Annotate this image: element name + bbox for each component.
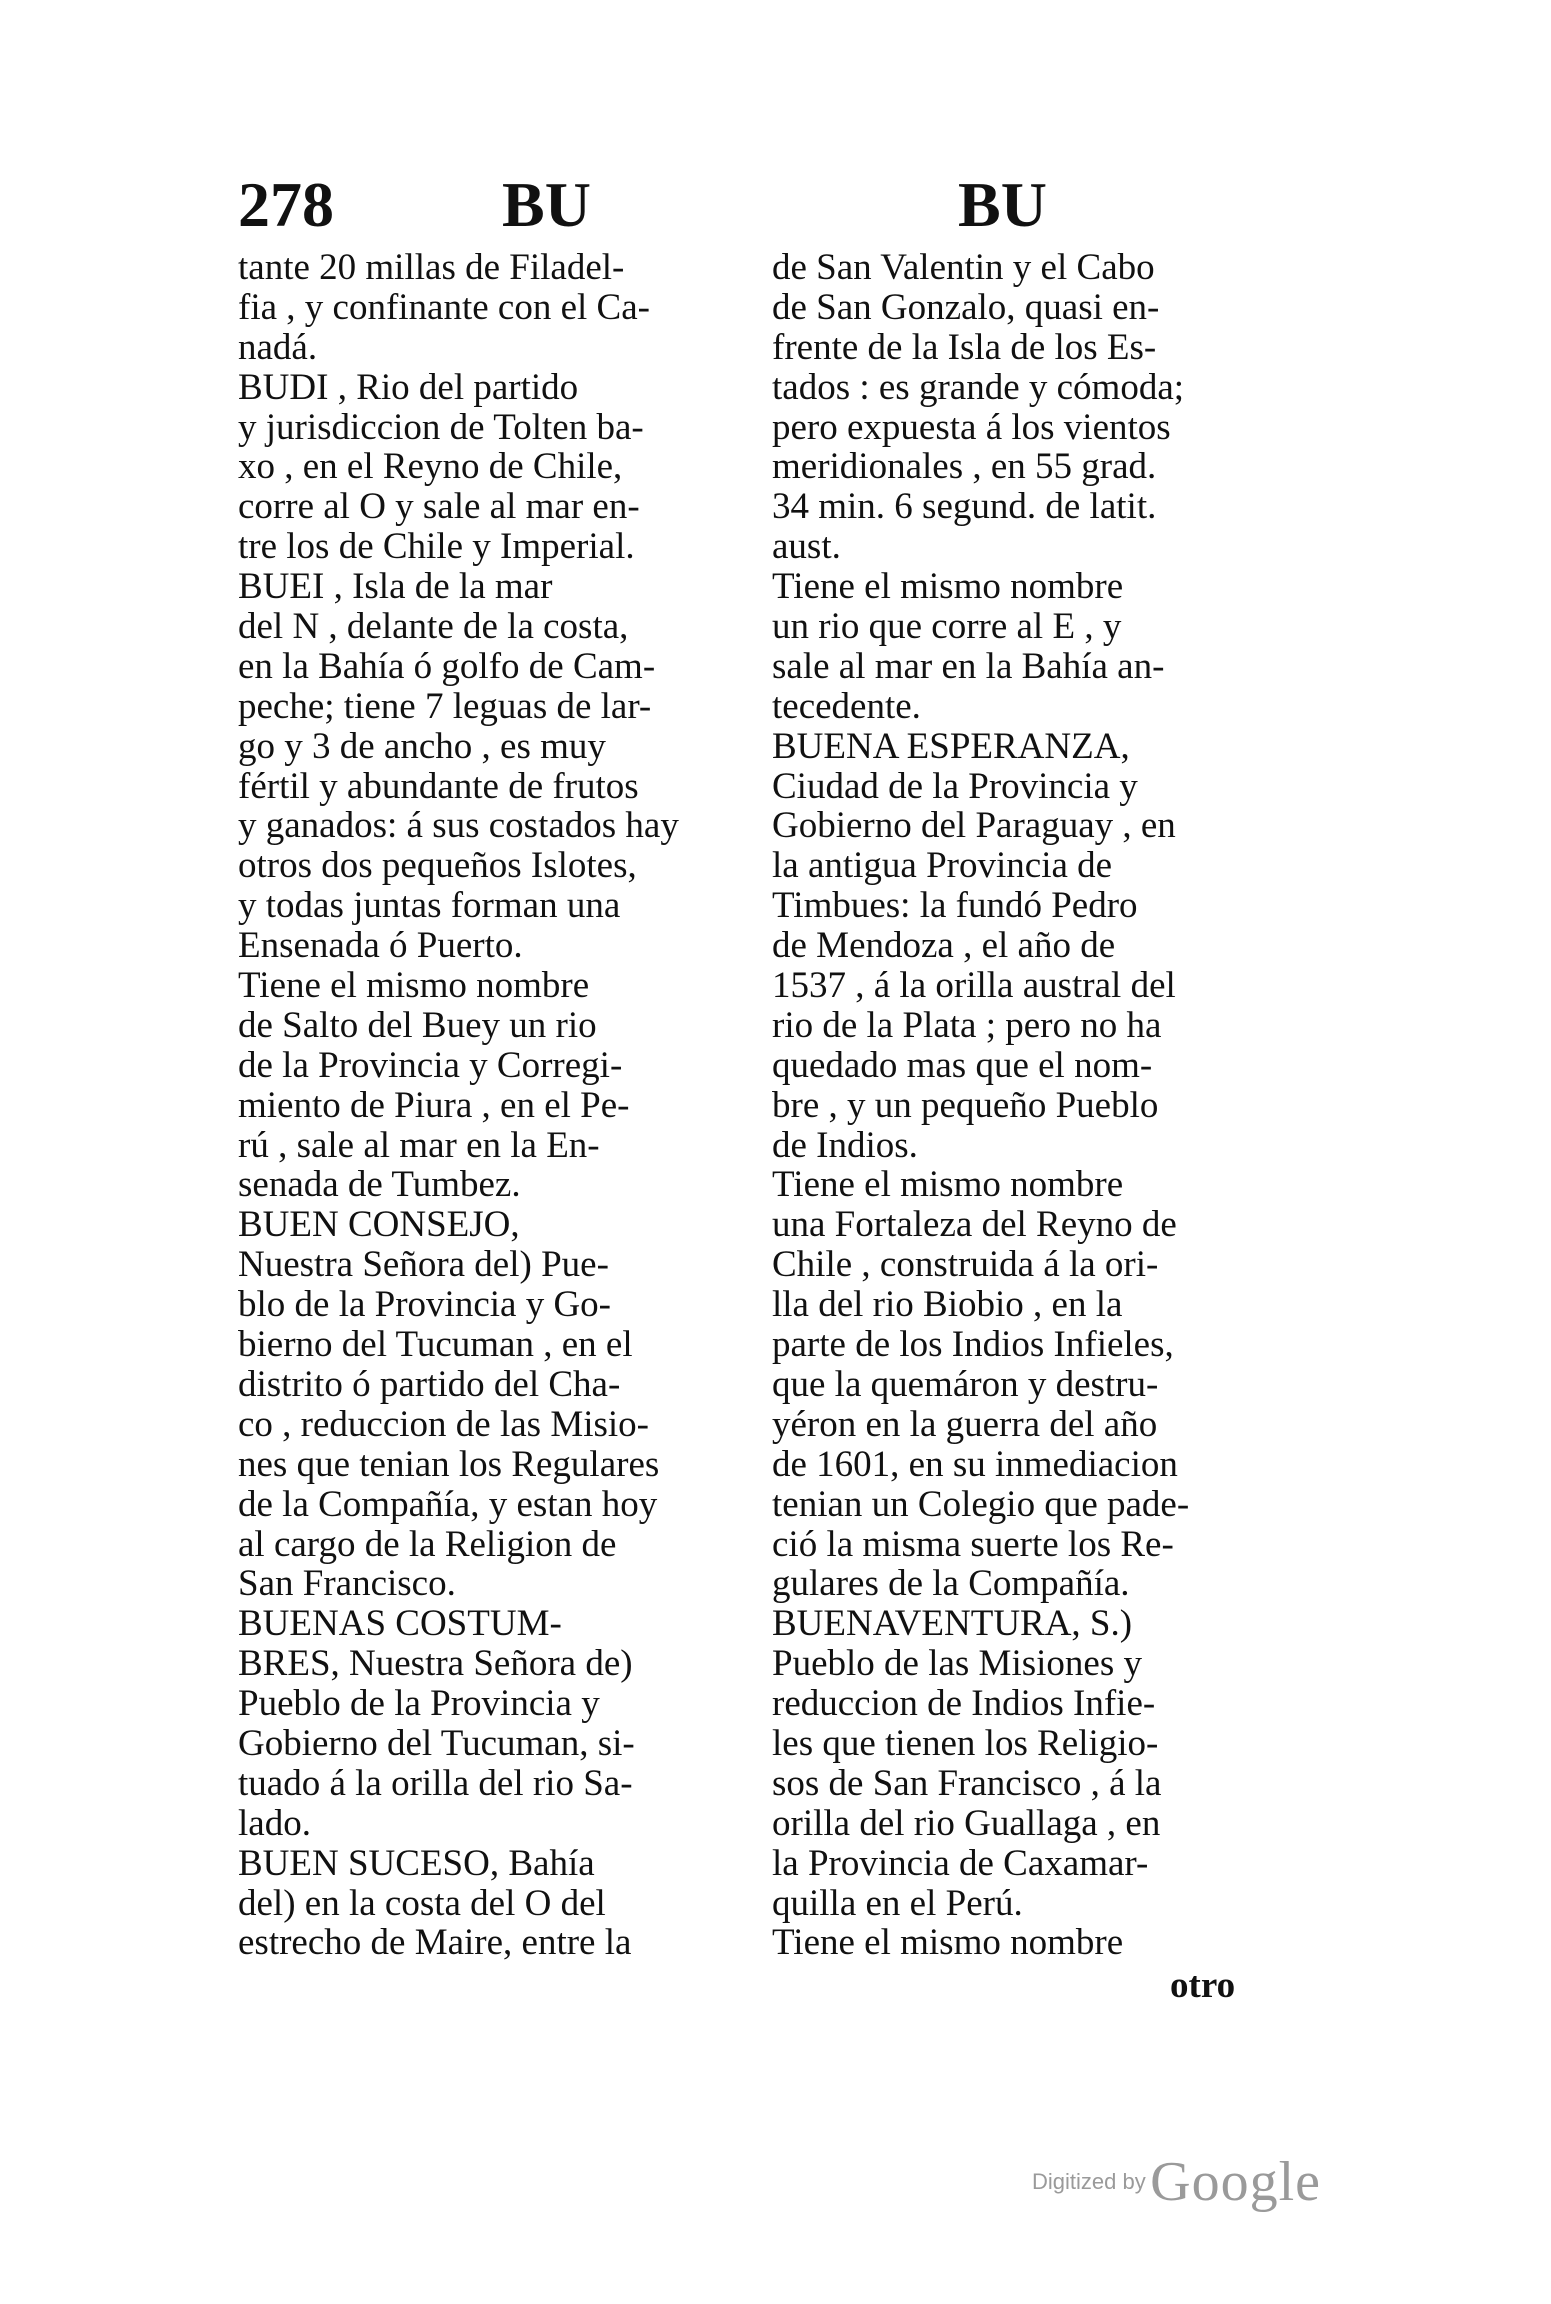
- text-line: lado.: [238, 1802, 311, 1844]
- text-line: del N , delante de la costa,: [238, 606, 629, 648]
- text-line: bierno del Tucuman , en el: [238, 1324, 633, 1366]
- digitized-label: Digitized by: [1032, 2169, 1146, 2194]
- text-line: y ganados: á sus costados hay: [238, 805, 679, 847]
- text-line: tante 20 millas de Filadel-: [238, 247, 625, 288]
- text-line: fértil y abundante de frutos: [238, 765, 639, 807]
- text-line: Gobierno del Tucuman, si-: [238, 1722, 635, 1764]
- text-line: San Francisco.: [238, 1563, 456, 1605]
- text-line: Pueblo de las Misiones y: [772, 1643, 1142, 1685]
- text-line: frente de la Isla de los Es-: [772, 326, 1157, 368]
- text-line: Tiene el mismo nombre: [772, 1164, 1124, 1206]
- text-line: BUEN CONSEJO,: [238, 1204, 520, 1246]
- text-line: Gobierno del Paraguay , en: [772, 805, 1176, 847]
- text-line: 34 min. 6 segund. de latit.: [772, 486, 1157, 528]
- text-line: gulares de la Compañía.: [772, 1563, 1130, 1605]
- right-column: [772, 248, 1282, 1963]
- text-line: quedado mas que el nom-: [772, 1044, 1153, 1086]
- text-line: en la Bahía ó golfo de Cam-: [238, 645, 656, 687]
- text-line: de Salto del Buey un rio: [238, 1004, 597, 1046]
- text-line: tecedente.: [772, 685, 921, 727]
- text-line: les que tienen los Religio-: [772, 1722, 1159, 1764]
- text-line: sos de San Francisco , á la: [772, 1762, 1162, 1804]
- text-line: tenian un Colegio que pade-: [772, 1483, 1190, 1525]
- text-line: sale al mar en la Bahía an-: [772, 645, 1165, 687]
- text-line: y jurisdiccion de Tolten ba-: [238, 406, 644, 448]
- text-line: BRES, Nuestra Señora de): [238, 1643, 633, 1685]
- text-line: de San Gonzalo, quasi en-: [772, 286, 1160, 328]
- text-line: de la Provincia y Corregi-: [238, 1044, 623, 1086]
- text-line: tre los de Chile y Imperial.: [238, 526, 635, 568]
- digitized-by-google-watermark: [1032, 2150, 1321, 2214]
- text-line: Ciudad de la Provincia y: [772, 765, 1138, 807]
- google-logo-text: Google: [1150, 2151, 1322, 2213]
- text-line: de la Compañía, y estan hoy: [238, 1483, 658, 1525]
- text-line: una Fortaleza del Reyno de: [772, 1204, 1177, 1246]
- text-line: BUENA ESPERANZA,: [772, 725, 1130, 767]
- text-line: que la quemáron y destru-: [772, 1363, 1159, 1405]
- text-line: Timbues: la fundó Pedro: [772, 885, 1138, 927]
- text-line: orilla del rio Guallaga , en: [772, 1802, 1161, 1844]
- text-line: peche; tiene 7 leguas de lar-: [238, 685, 652, 727]
- text-line: de Mendoza , el año de: [772, 925, 1116, 967]
- text-line: nadá.: [238, 326, 318, 368]
- text-line: al cargo de la Religion de: [238, 1523, 617, 1565]
- text-line: blo de la Provincia y Go-: [238, 1284, 611, 1326]
- text-line: go y 3 de ancho , es muy: [238, 725, 606, 767]
- text-line: yéron en la guerra del año: [772, 1403, 1158, 1445]
- text-line: ció la misma suerte los Re-: [772, 1523, 1174, 1565]
- text-line: BUEI , Isla de la mar: [238, 566, 553, 608]
- text-line: senada de Tumbez.: [238, 1164, 521, 1206]
- text-line: aust.: [772, 526, 841, 568]
- text-line: BUENAVENTURA, S.): [772, 1603, 1133, 1645]
- text-line: Pueblo de la Provincia y: [238, 1683, 600, 1725]
- text-line: 1537 , á la orilla austral del: [772, 965, 1176, 1007]
- text-line: reduccion de Indios Infie-: [772, 1683, 1156, 1725]
- text-line: corre al O y sale al mar en-: [238, 486, 640, 528]
- text-line: BUENAS COSTUM-: [238, 1603, 562, 1645]
- text-line: Tiene el mismo nombre: [772, 566, 1124, 608]
- text-line: BUEN SUCESO, Bahía: [238, 1842, 595, 1884]
- text-line: Tiene el mismo nombre: [772, 1922, 1124, 1964]
- text-line: lla del rio Biobio , en la: [772, 1284, 1123, 1326]
- text-line: meridionales , en 55 grad.: [772, 446, 1157, 488]
- left-running-head: BU: [502, 169, 591, 240]
- text-line: del) en la costa del O del: [238, 1882, 606, 1924]
- text-line: distrito ó partido del Cha-: [238, 1363, 621, 1405]
- text-line: xo , en el Reyno de Chile,: [238, 446, 623, 488]
- text-line: BUDI , Rio del partido: [238, 366, 579, 408]
- text-line: la Provincia de Caxamar-: [772, 1842, 1149, 1884]
- text-line: Nuestra Señora del) Pue-: [238, 1244, 609, 1286]
- text-line: de Indios.: [772, 1124, 918, 1166]
- text-line: nes que tenian los Regulares: [238, 1443, 660, 1485]
- catchword: otro: [1170, 1965, 1236, 2006]
- text-line: pero expuesta á los vientos: [772, 406, 1171, 448]
- text-line: de 1601, en su inmediacion: [772, 1443, 1178, 1485]
- text-line: Ensenada ó Puerto.: [238, 925, 523, 967]
- text-line: quilla en el Perú.: [772, 1882, 1023, 1924]
- text-line: la antigua Provincia de: [772, 845, 1113, 887]
- text-line: rio de la Plata ; pero no ha: [772, 1004, 1162, 1046]
- text-line: y todas juntas forman una: [238, 885, 621, 927]
- text-line: otros dos pequeños Islotes,: [238, 845, 637, 887]
- text-line: Chile , construida á la ori-: [772, 1244, 1159, 1286]
- text-line: tuado á la orilla del rio Sa-: [238, 1762, 633, 1804]
- text-line: bre , y un pequeño Pueblo: [772, 1084, 1159, 1126]
- text-line: parte de los Indios Infieles,: [772, 1324, 1174, 1366]
- text-line: Tiene el mismo nombre: [238, 965, 590, 1007]
- text-line: miento de Piura , en el Pe-: [238, 1084, 630, 1126]
- text-line: fia , y confinante con el Ca-: [238, 286, 650, 328]
- page-number: 278: [238, 169, 334, 240]
- text-line: tados : es grande y cómoda;: [772, 366, 1185, 408]
- text-line: rú , sale al mar en la En-: [238, 1124, 600, 1166]
- text-line: co , reduccion de las Misio-: [238, 1403, 649, 1445]
- text-line: un rio que corre al E , y: [772, 606, 1122, 648]
- right-running-head: BU: [958, 169, 1047, 240]
- text-line: estrecho de Maire, entre la: [238, 1922, 632, 1964]
- text-line: de San Valentin y el Cabo: [772, 247, 1155, 288]
- left-column: [238, 248, 748, 1963]
